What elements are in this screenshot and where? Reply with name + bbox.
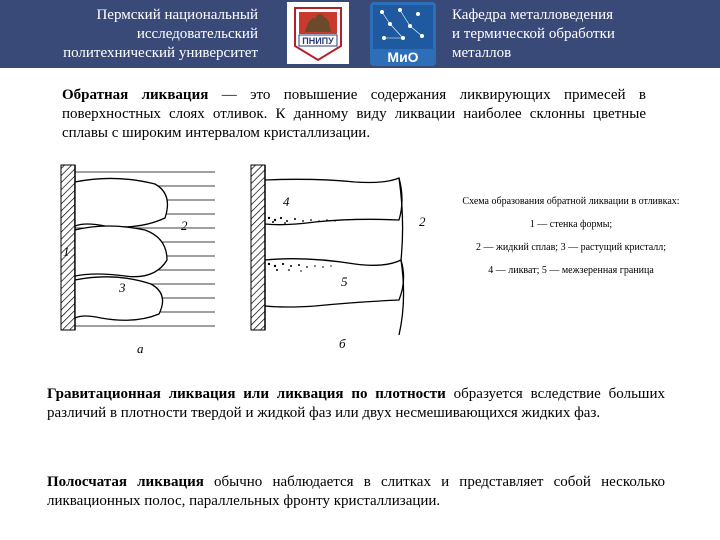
caption-line: Схема образования обратной ликвации в отливках:: [462, 196, 680, 207]
mio-logo: [370, 2, 436, 66]
department-name: [452, 6, 712, 63]
caption-line: 1 — стенка формы;: [529, 219, 613, 230]
slide-header: [0, 0, 720, 68]
paragraph-gravity-segregation: [47, 385, 665, 423]
pnipu-logo: [287, 2, 349, 64]
university-line: политехнический университет: [63, 45, 258, 61]
paragraph-banded-segregation: [47, 473, 665, 511]
label-2b: 2: [419, 214, 426, 229]
segregation-figure: [55, 160, 445, 360]
logo1-text: ПНИПУ: [302, 36, 334, 46]
label-b: б: [339, 336, 346, 351]
paragraph-text: обычно наблюдается в слитках и представляет собой несколько ликвационных полос, параллельных фронту кристаллизации.: [47, 474, 665, 509]
university-line: исследовательский: [136, 26, 258, 42]
figure-caption: [446, 190, 696, 282]
label-5: 5: [341, 274, 348, 289]
paragraph-reverse-segregation: [62, 86, 646, 143]
university-line: Пермский национальный: [96, 7, 258, 23]
label-2: 2: [181, 218, 188, 233]
department-line: и термической обработки: [452, 26, 615, 42]
department-line: металлов: [452, 45, 512, 61]
label-3: 3: [119, 280, 126, 295]
label-a: а: [137, 341, 144, 356]
paragraph-text: образуется вследствие больших различий в плотности твердой и жидкой фаз или двух несмешивающихся жидких фаз.: [47, 386, 665, 421]
label-1: 1: [63, 244, 70, 259]
term-banded-segregation: Полосчатая ликвация: [47, 474, 204, 490]
department-line: Кафедра металловедения: [452, 7, 614, 23]
term-reverse-segregation: Обратная ликвация: [62, 87, 209, 103]
caption-line: 2 — жидкий сплав; 3 — растущий кристалл;: [475, 242, 667, 253]
paragraph-text: — это повышение содержания ликвирующих примесей в поверхностных слоях отливок. К данному виду ликвации наиболее склонны цветные сплавы с широким интервалом кристаллизации.: [62, 87, 647, 141]
university-name: [8, 6, 258, 63]
caption-line: 4 — ликват; 5 — межзеренная граница: [488, 265, 654, 276]
label-4: 4: [283, 194, 290, 209]
term-gravity-segregation: Гравитационная ликвация или ликвация по плотности: [47, 386, 446, 402]
logo2-text: МиО: [387, 49, 419, 65]
